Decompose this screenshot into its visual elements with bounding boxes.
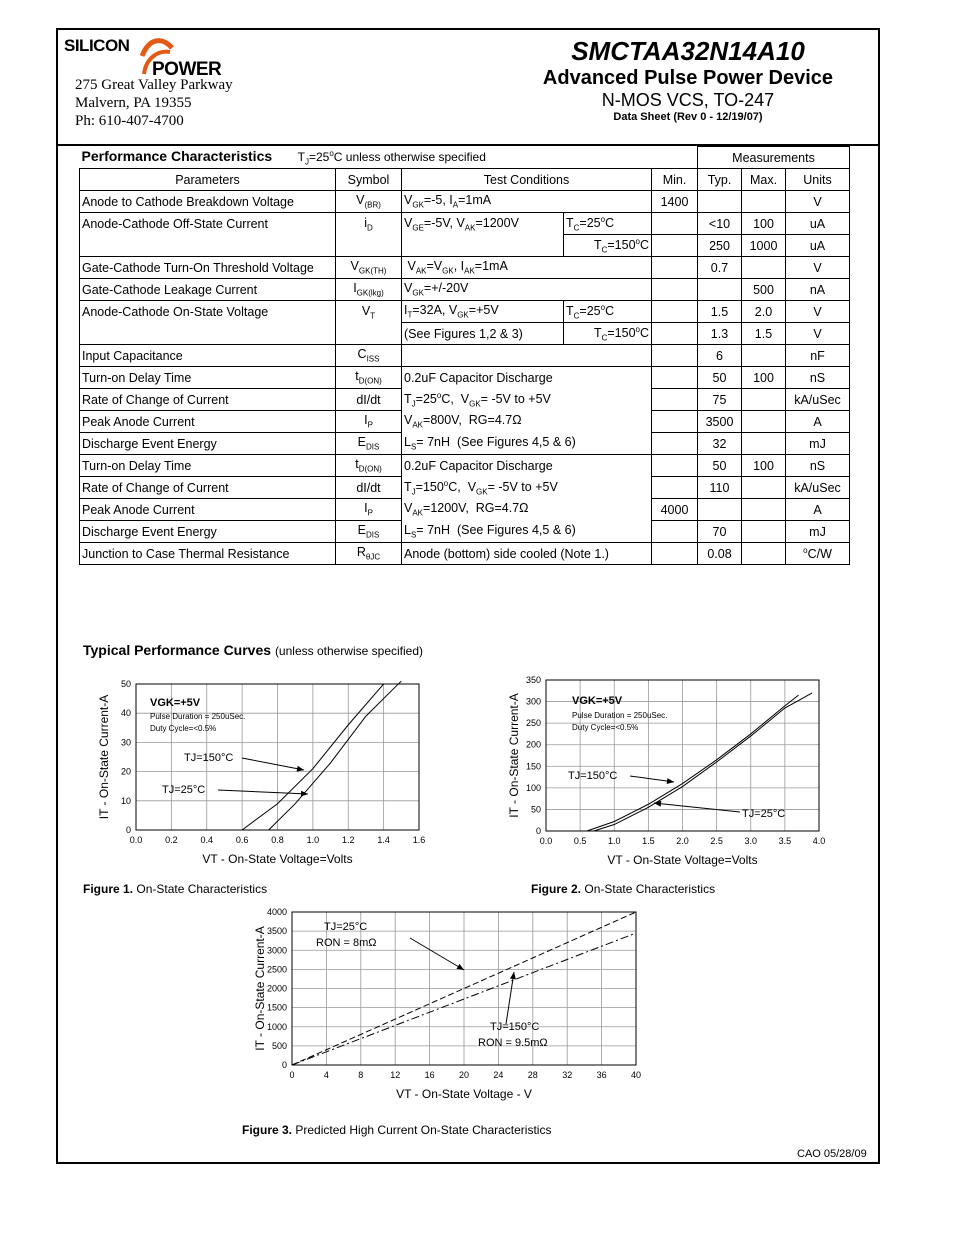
silicon-power-logo	[64, 34, 234, 80]
table-row: (See Figures 1,2 & 3) $T_C=150^oC$ 1.3 1.5 V	[80, 323, 850, 345]
arrow-head-icon	[297, 766, 304, 772]
address-line: 275 Great Valley Parkway	[75, 77, 233, 93]
x-tick-label: 4	[323, 1070, 329, 1080]
y-tick-label: 50	[530, 804, 541, 815]
x-tick-label: 8	[358, 1070, 364, 1080]
table-row: Turn-on Delay Time $t_{D(ON)}$ 0.2uF Capacitor Discharge 50 100 nS	[80, 455, 850, 477]
y-tick-label: 150	[525, 761, 541, 772]
y-tick-label: 250	[525, 718, 541, 729]
x-tick-label: 0.5	[573, 836, 587, 846]
y-tick-label: 1000	[266, 1021, 287, 1032]
address-line: Malvern, PA 19355	[75, 95, 192, 111]
col-typ: Typ.	[698, 169, 742, 191]
x-tick-label: 3.0	[744, 836, 758, 846]
col-units: Units	[786, 169, 850, 191]
y-tick-label: 2000	[266, 983, 287, 994]
y-tick-label: 0	[535, 826, 541, 836]
y-tick-label: 300	[525, 696, 541, 707]
table-row: Peak Anode Current $I_P$ $V_{AK}=800V$, RG=4.7Ω 3500 A	[80, 411, 850, 433]
y-tick-label: 3000	[266, 945, 287, 956]
chart-annotation: Pulse Duration = 250uSec.	[150, 712, 246, 721]
y-tick-label: 20	[120, 766, 131, 777]
y-axis-label: IT - On-State Current-A	[253, 926, 267, 1051]
x-tick-label: 1.0	[306, 835, 320, 845]
y-tick-label: 3500	[266, 926, 287, 937]
company-address	[75, 76, 233, 130]
chart-annotation: Pulse Duration = 250uSec.	[572, 711, 668, 720]
logo-text-silicon: SILICON	[64, 36, 130, 55]
table-title: Performance Characteristics	[81, 148, 273, 165]
table-row: Anode to Cathode Breakdown Voltage $V_{(BR)}$ $V_{GK}=-5$, $I_A=1mA$ 1400 V	[80, 191, 850, 213]
table-row: Gate-Cathode Turn-On Threshold Voltage $V_{GK(TH)}$ $V_{AK}=V_{GK}$, $I_{AK}=1mA$ 0.7 V	[80, 257, 850, 279]
phone-line: Ph: 610-407-4700	[75, 113, 184, 129]
x-tick-label: 16	[424, 1070, 435, 1080]
x-tick-label: 0.4	[200, 835, 214, 845]
x-tick-label: 0.6	[235, 835, 249, 845]
y-tick-label: 350	[525, 675, 541, 685]
x-tick-label: 20	[458, 1070, 470, 1080]
table-title-row	[80, 147, 850, 169]
y-axis-label: IT - On-State Current-A	[97, 694, 111, 820]
annotation-arrow	[506, 972, 514, 1024]
y-tick-label: 100	[525, 782, 541, 793]
x-tick-label: 24	[493, 1070, 504, 1080]
chart-annotation: RON = 9.5mΩ	[478, 1037, 548, 1049]
y-tick-label: 0	[281, 1060, 287, 1070]
y-tick-label: 500	[271, 1040, 287, 1051]
y-tick-label: 50	[120, 679, 131, 689]
chart-annotation: TJ=150°C	[568, 770, 618, 782]
series-line	[269, 681, 402, 830]
chart-annotation: RON = 8mΩ	[316, 937, 377, 949]
chart-annotation: TJ=150°C	[490, 1021, 540, 1033]
table-row: Gate-Cathode Leakage Current $I_{GK(lkg)}$ $V_{GK}=+/-20V$ 500 nA	[80, 279, 850, 301]
section-title: Typical Performance Curves	[83, 642, 272, 658]
x-tick-label: 1.4	[377, 835, 390, 845]
table-row: Junction to Case Thermal Resistance $R_{\theta JC}$ Anode (bottom) side cooled (Note 1.) 0.08 $^o$C/W	[80, 543, 850, 565]
col-max: Max.	[742, 169, 786, 191]
table-row: Peak Anode Current $I_P$ $V_{AK}=1200V$, RG=4.7Ω 4000 A	[80, 499, 850, 521]
x-axis-label: VT - On-State Voltage - V	[396, 1087, 532, 1101]
arrow-head-icon	[301, 791, 308, 797]
x-tick-label: 36	[596, 1070, 607, 1080]
table-row: $T_C=150^oC$ 250 1000 uA	[80, 235, 850, 257]
x-tick-label: 2.5	[710, 836, 723, 846]
y-tick-label: 0	[125, 825, 131, 835]
x-tick-label: 0.8	[271, 835, 284, 845]
table-row: Anode-Cathode Off-State Current $i_D$ $V_{GE}=-5V$, $V_{AK}=1200V$ $T_C=25^oC$ <10 100 uA	[80, 213, 850, 235]
col-min: Min.	[652, 169, 698, 191]
y-tick-label: 4000	[266, 907, 287, 917]
table-row: Anode-Cathode On-State Voltage $V_T$ $I_T=32A$, $V_{GK}=+5V$ $T_C=25^oC$ 1.5 2.0 V	[80, 301, 850, 323]
x-tick-label: 0	[289, 1070, 295, 1080]
x-tick-label: 0.0	[539, 836, 553, 846]
table-row: Rate of Change of Current dI/dt $T_J=150^oC$, $V_{GK}= -5V$ to +5V 110 kA/uSec	[80, 477, 850, 499]
figure-1-chart	[86, 676, 436, 876]
chart-annotation: TJ=25°C	[162, 784, 206, 796]
annotation-arrow	[242, 758, 304, 770]
footer-code: CAO 05/28/09	[797, 1148, 867, 1160]
y-tick-label: 1500	[266, 1002, 287, 1013]
arrow-head-icon	[667, 778, 674, 784]
part-number: SMCTAA32N14A10	[571, 36, 805, 66]
figure-2-chart	[488, 672, 838, 872]
col-test-conditions: Test Conditions	[402, 169, 652, 191]
x-tick-label: 3.5	[778, 836, 792, 846]
datasheet-revision: Data Sheet (Rev 0 - 12/19/07)	[613, 111, 763, 123]
arrow-head-icon	[510, 972, 516, 979]
x-tick-label: 32	[562, 1070, 573, 1080]
x-tick-label: 28	[527, 1070, 538, 1080]
figure-3-chart	[220, 904, 660, 1114]
y-tick-label: 10	[120, 795, 131, 806]
y-tick-label: 30	[120, 737, 131, 748]
device-title: Advanced Pulse Power Device	[542, 67, 834, 89]
x-tick-label: 1.6	[412, 835, 426, 845]
annotation-arrow	[410, 938, 464, 970]
table-row: Turn-on Delay Time $t_{D(ON)}$ 0.2uF Capacitor Discharge 50 100 nS	[80, 367, 850, 389]
x-tick-label: 1.5	[642, 836, 655, 846]
chart-annotation: Duty Cycle=<0.5%	[572, 723, 639, 732]
x-axis-label: VT - On-State Voltage=Volts	[607, 853, 758, 867]
y-tick-label: 200	[525, 739, 541, 750]
col-symbol: Symbol	[336, 169, 402, 191]
chart-annotation: VGK=+5V	[150, 697, 201, 709]
x-axis-label: VT - On-State Voltage=Volts	[202, 852, 353, 866]
chart-annotation: TJ=25°C	[742, 808, 786, 820]
package-type: N-MOS VCS, TO-247	[601, 90, 775, 110]
section-heading	[83, 642, 423, 658]
arrow-head-icon	[456, 964, 464, 970]
table-condition: $T_J=25^oC$ unless otherwise specified	[297, 149, 486, 167]
figure-2-caption: Figure 2. On-State Characteristics	[531, 882, 716, 896]
chart-annotation: TJ=25°C	[324, 921, 368, 933]
table-row: Input Capacitance $C_{ISS}$ 6 nF	[80, 345, 850, 367]
col-parameters: Parameters	[80, 169, 336, 191]
measurements-header: Measurements	[698, 147, 850, 169]
x-tick-label: 1.0	[607, 836, 621, 846]
table-row: Discharge Event Energy $E_{DIS}$ $L_S= 7nH$ (See Figures 4,5 & 6) 32 mJ	[80, 433, 850, 455]
x-tick-label: 4.0	[812, 836, 826, 846]
chart-annotation: Duty Cycle=<0.5%	[150, 724, 217, 733]
y-axis-label: IT - On-State Current-A	[507, 693, 521, 818]
x-tick-label: 40	[630, 1070, 642, 1080]
chart-annotation: TJ=150°C	[184, 752, 234, 764]
x-tick-label: 12	[390, 1070, 401, 1080]
annotation-arrow	[218, 790, 308, 794]
table-row: Rate of Change of Current dI/dt $T_J=25^oC$, $V_{GK}= -5V$ to +5V 75 kA/uSec	[80, 389, 850, 411]
title-block	[518, 36, 858, 124]
y-tick-label: 2500	[266, 964, 287, 975]
figure-1-caption: Figure 1. On-State Characteristics	[83, 882, 268, 896]
table-header-row	[80, 169, 850, 191]
logo-text-power: POWER	[152, 59, 222, 80]
table-row: Discharge Event Energy $E_{DIS}$ $L_S= 7nH$ (See Figures 4,5 & 6) 70 mJ	[80, 521, 850, 543]
chart-annotation: VGK=+5V	[572, 695, 623, 707]
x-tick-label: 1.2	[341, 835, 355, 845]
x-tick-label: 0.0	[129, 835, 143, 845]
y-tick-label: 40	[120, 708, 131, 719]
figure-3-caption: Figure 3. Predicted High Current On-State Characteristics	[242, 1123, 552, 1137]
performance-table	[79, 146, 850, 565]
x-tick-label: 0.2	[165, 835, 178, 845]
annotation-arrow	[654, 803, 740, 812]
x-tick-label: 2.0	[676, 836, 689, 846]
section-note: (unless otherwise specified)	[274, 644, 424, 658]
